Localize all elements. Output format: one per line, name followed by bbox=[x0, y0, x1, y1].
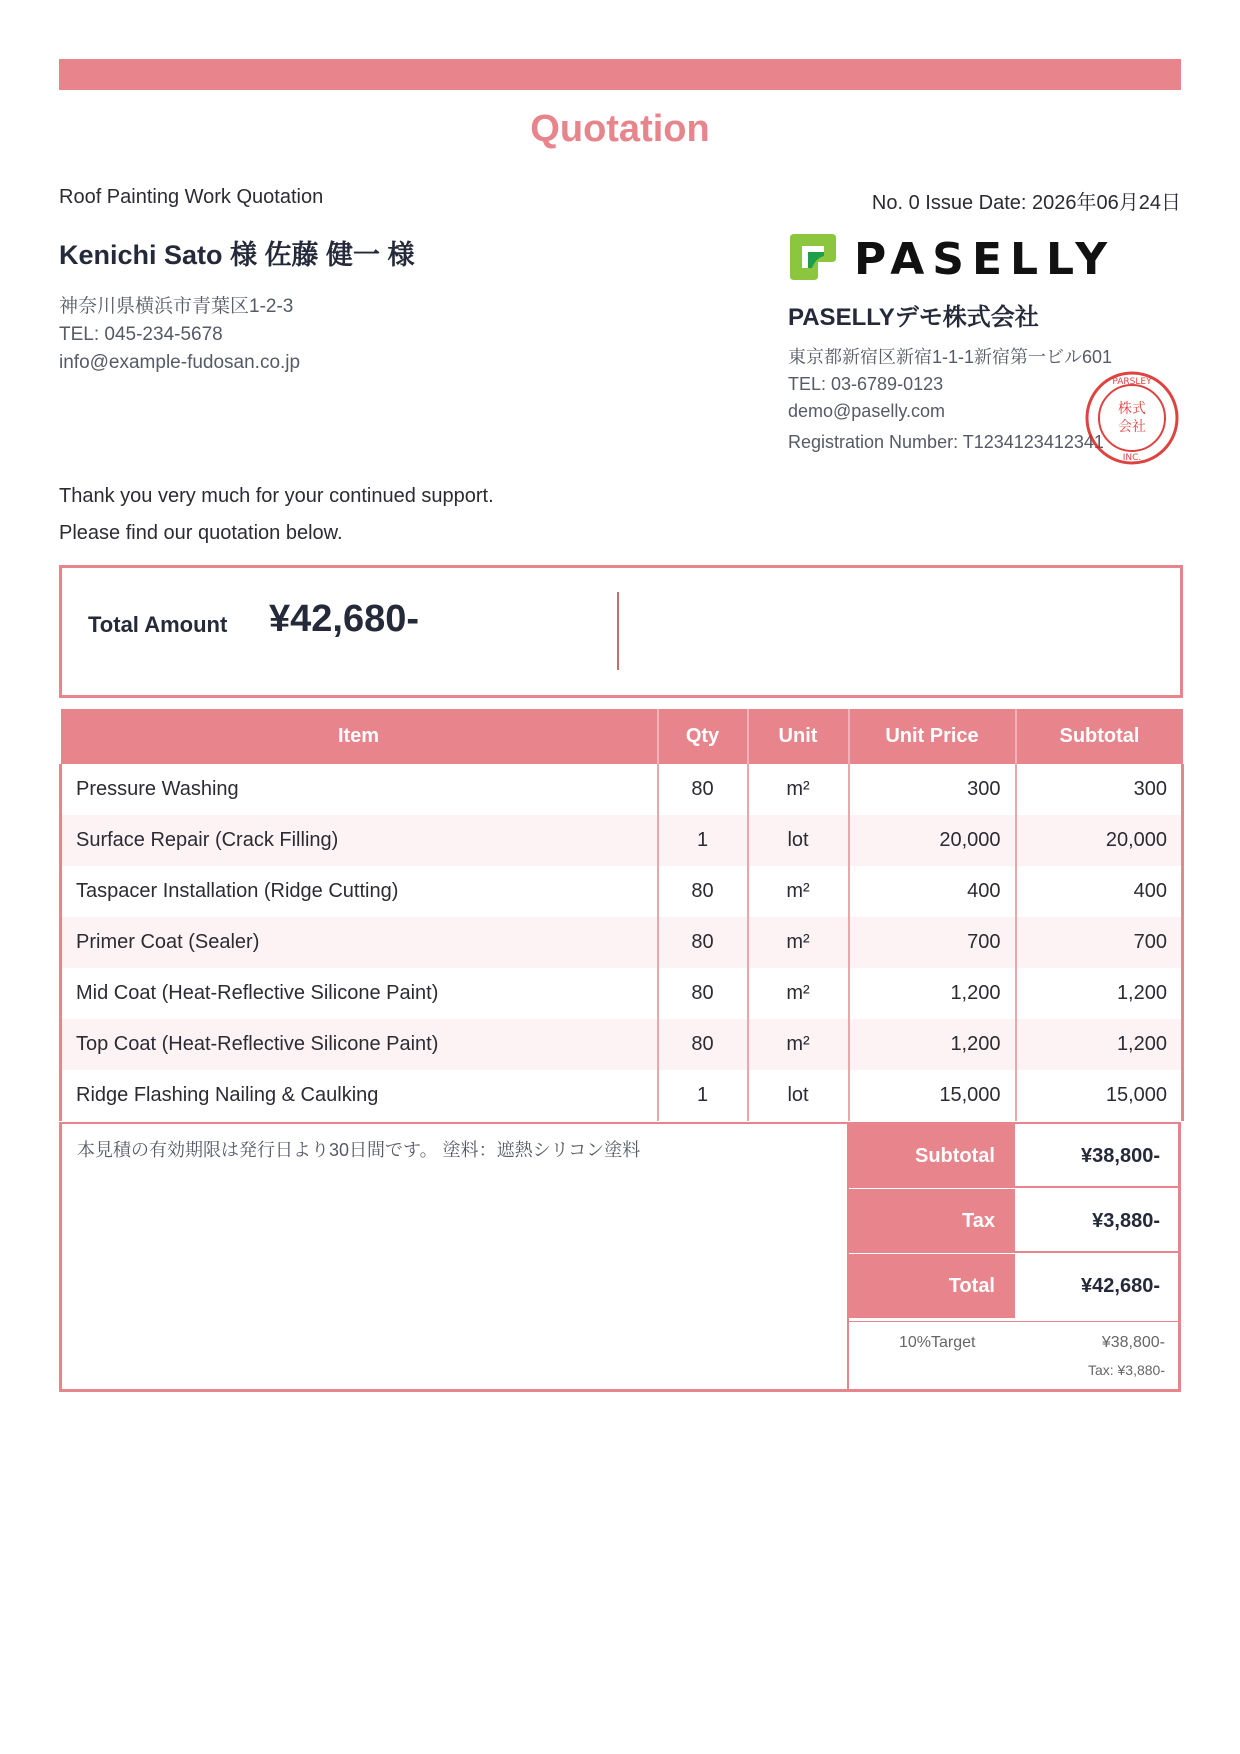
item-unit: m² bbox=[748, 1019, 849, 1070]
item-unit-price: 1,200 bbox=[849, 968, 1016, 1019]
total-amount-value: ¥42,680- bbox=[269, 598, 420, 640]
item-name: Mid Coat (Heat-Reflective Silicone Paint) bbox=[61, 968, 658, 1019]
item-subtotal: 15,000 bbox=[1016, 1070, 1183, 1121]
total-box-divider bbox=[617, 592, 619, 670]
company-address: 東京都新宿区新宿1-1-1新宿第一ビル601 bbox=[788, 347, 1113, 367]
tax-target-tax: Tax: ¥3,880- bbox=[1087, 1362, 1165, 1378]
item-unit: m² bbox=[748, 764, 849, 815]
svg-text:会社: 会社 bbox=[1118, 419, 1146, 435]
item-subtotal: 400 bbox=[1016, 866, 1183, 917]
subtotal-value: ¥38,800- bbox=[1015, 1124, 1180, 1188]
item-name: Surface Repair (Crack Filling) bbox=[61, 815, 658, 866]
header-subtotal: Subtotal bbox=[1016, 709, 1183, 764]
header-unit: Unit bbox=[748, 709, 849, 764]
table-header-row bbox=[61, 709, 1183, 764]
tax-target-value: ¥38,800- bbox=[1101, 1334, 1165, 1351]
item-unit: m² bbox=[748, 968, 849, 1019]
item-qty: 80 bbox=[658, 764, 748, 815]
item-subtotal: 300 bbox=[1016, 764, 1183, 815]
item-subtotal: 20,000 bbox=[1016, 815, 1183, 866]
company-seal-stamp bbox=[1082, 368, 1182, 468]
item-name: Pressure Washing bbox=[61, 764, 658, 815]
item-unit: lot bbox=[748, 1070, 849, 1121]
line-items-table bbox=[59, 709, 1184, 1121]
item-unit-price: 20,000 bbox=[849, 815, 1016, 866]
svg-text:PARSLEY: PARSLEY bbox=[1112, 377, 1152, 387]
header-unit-price: Unit Price bbox=[849, 709, 1016, 764]
table-row bbox=[61, 917, 1183, 968]
item-qty: 1 bbox=[658, 815, 748, 866]
leaf-logo-icon bbox=[788, 232, 838, 282]
tax-target-breakdown bbox=[849, 1321, 1180, 1390]
svg-text:株式: 株式 bbox=[1118, 401, 1146, 417]
client-tel: TEL: 045-234-5678 bbox=[59, 324, 223, 345]
header-qty: Qty bbox=[658, 709, 748, 764]
item-subtotal: 700 bbox=[1016, 917, 1183, 968]
item-subtotal: 1,200 bbox=[1016, 1019, 1183, 1070]
subtotal-label: Subtotal bbox=[849, 1124, 1015, 1188]
item-unit: m² bbox=[748, 866, 849, 917]
company-email: demo@paselly.com bbox=[788, 401, 945, 421]
quotation-note: 本見積の有効期限は発行日より30日間です。 塗料：遮熱シリコン塗料 bbox=[77, 1140, 641, 1160]
total-amount-label: Total Amount bbox=[88, 612, 228, 637]
svg-text:INC.: INC. bbox=[1122, 453, 1142, 463]
client-name: Kenichi Sato 様 佐藤 健一 様 bbox=[59, 240, 415, 270]
item-unit-price: 400 bbox=[849, 866, 1016, 917]
issue-date: Issue Date: 2026年06月24日 bbox=[925, 192, 1181, 214]
quotation-subject: Roof Painting Work Quotation bbox=[59, 186, 324, 208]
issue-info bbox=[872, 186, 1181, 215]
item-subtotal: 1,200 bbox=[1016, 968, 1183, 1019]
item-qty: 80 bbox=[658, 917, 748, 968]
greeting bbox=[59, 478, 494, 552]
totals-column bbox=[847, 1124, 1180, 1389]
total-amount-box bbox=[59, 565, 1183, 698]
total-label: Total bbox=[849, 1254, 1015, 1318]
table-row bbox=[61, 968, 1183, 1019]
item-unit: lot bbox=[748, 815, 849, 866]
table-row bbox=[61, 1019, 1183, 1070]
logo-wordmark: PASELLY bbox=[854, 234, 1116, 285]
item-qty: 80 bbox=[658, 866, 748, 917]
document-title: Quotation bbox=[530, 108, 710, 150]
item-unit: m² bbox=[748, 917, 849, 968]
table-row bbox=[61, 764, 1183, 815]
subtotal-row bbox=[849, 1124, 1180, 1188]
item-qty: 80 bbox=[658, 1019, 748, 1070]
item-name: Ridge Flashing Nailing & Caulking bbox=[61, 1070, 658, 1121]
company-tel: TEL: 03-6789-0123 bbox=[788, 374, 944, 394]
table-row bbox=[61, 1070, 1183, 1121]
item-unit-price: 300 bbox=[849, 764, 1016, 815]
item-qty: 80 bbox=[658, 968, 748, 1019]
company-info bbox=[788, 344, 1112, 425]
item-name: Taspacer Installation (Ridge Cutting) bbox=[61, 866, 658, 917]
client-email: info@example-fudosan.co.jp bbox=[59, 352, 301, 373]
issue-number: No. 0 bbox=[871, 192, 920, 214]
total-value: ¥42,680- bbox=[1081, 1275, 1160, 1297]
table-row bbox=[61, 815, 1183, 866]
client-info bbox=[59, 293, 300, 377]
item-unit-price: 1,200 bbox=[849, 1019, 1016, 1070]
company-name: PASELLYデモ株式会社 bbox=[788, 304, 1039, 331]
tax-target-label: 10%Target bbox=[899, 1334, 976, 1351]
greeting-line-2: Please find our quotation below. bbox=[59, 522, 343, 544]
header-accent-bar bbox=[59, 59, 1181, 90]
tax-row bbox=[849, 1189, 1180, 1253]
total-row bbox=[849, 1254, 1180, 1318]
tax-label: Tax bbox=[849, 1189, 1015, 1253]
table-row bbox=[61, 866, 1183, 917]
company-logo bbox=[788, 232, 1116, 285]
item-qty: 1 bbox=[658, 1070, 748, 1121]
client-address: 神奈川県横浜市青葉区1-2-3 bbox=[59, 296, 294, 317]
item-unit-price: 700 bbox=[849, 917, 1016, 968]
item-unit-price: 15,000 bbox=[849, 1070, 1016, 1121]
header-item: Item bbox=[61, 709, 658, 764]
item-name: Top Coat (Heat-Reflective Silicone Paint) bbox=[61, 1019, 658, 1070]
tax-value: ¥3,880- bbox=[1015, 1189, 1180, 1253]
registration-number: Registration Number: T1234123412341 bbox=[788, 432, 1104, 452]
item-name: Primer Coat (Sealer) bbox=[61, 917, 658, 968]
greeting-line-1: Thank you very much for your continued support. bbox=[59, 485, 494, 507]
summary-section bbox=[59, 1122, 1181, 1392]
